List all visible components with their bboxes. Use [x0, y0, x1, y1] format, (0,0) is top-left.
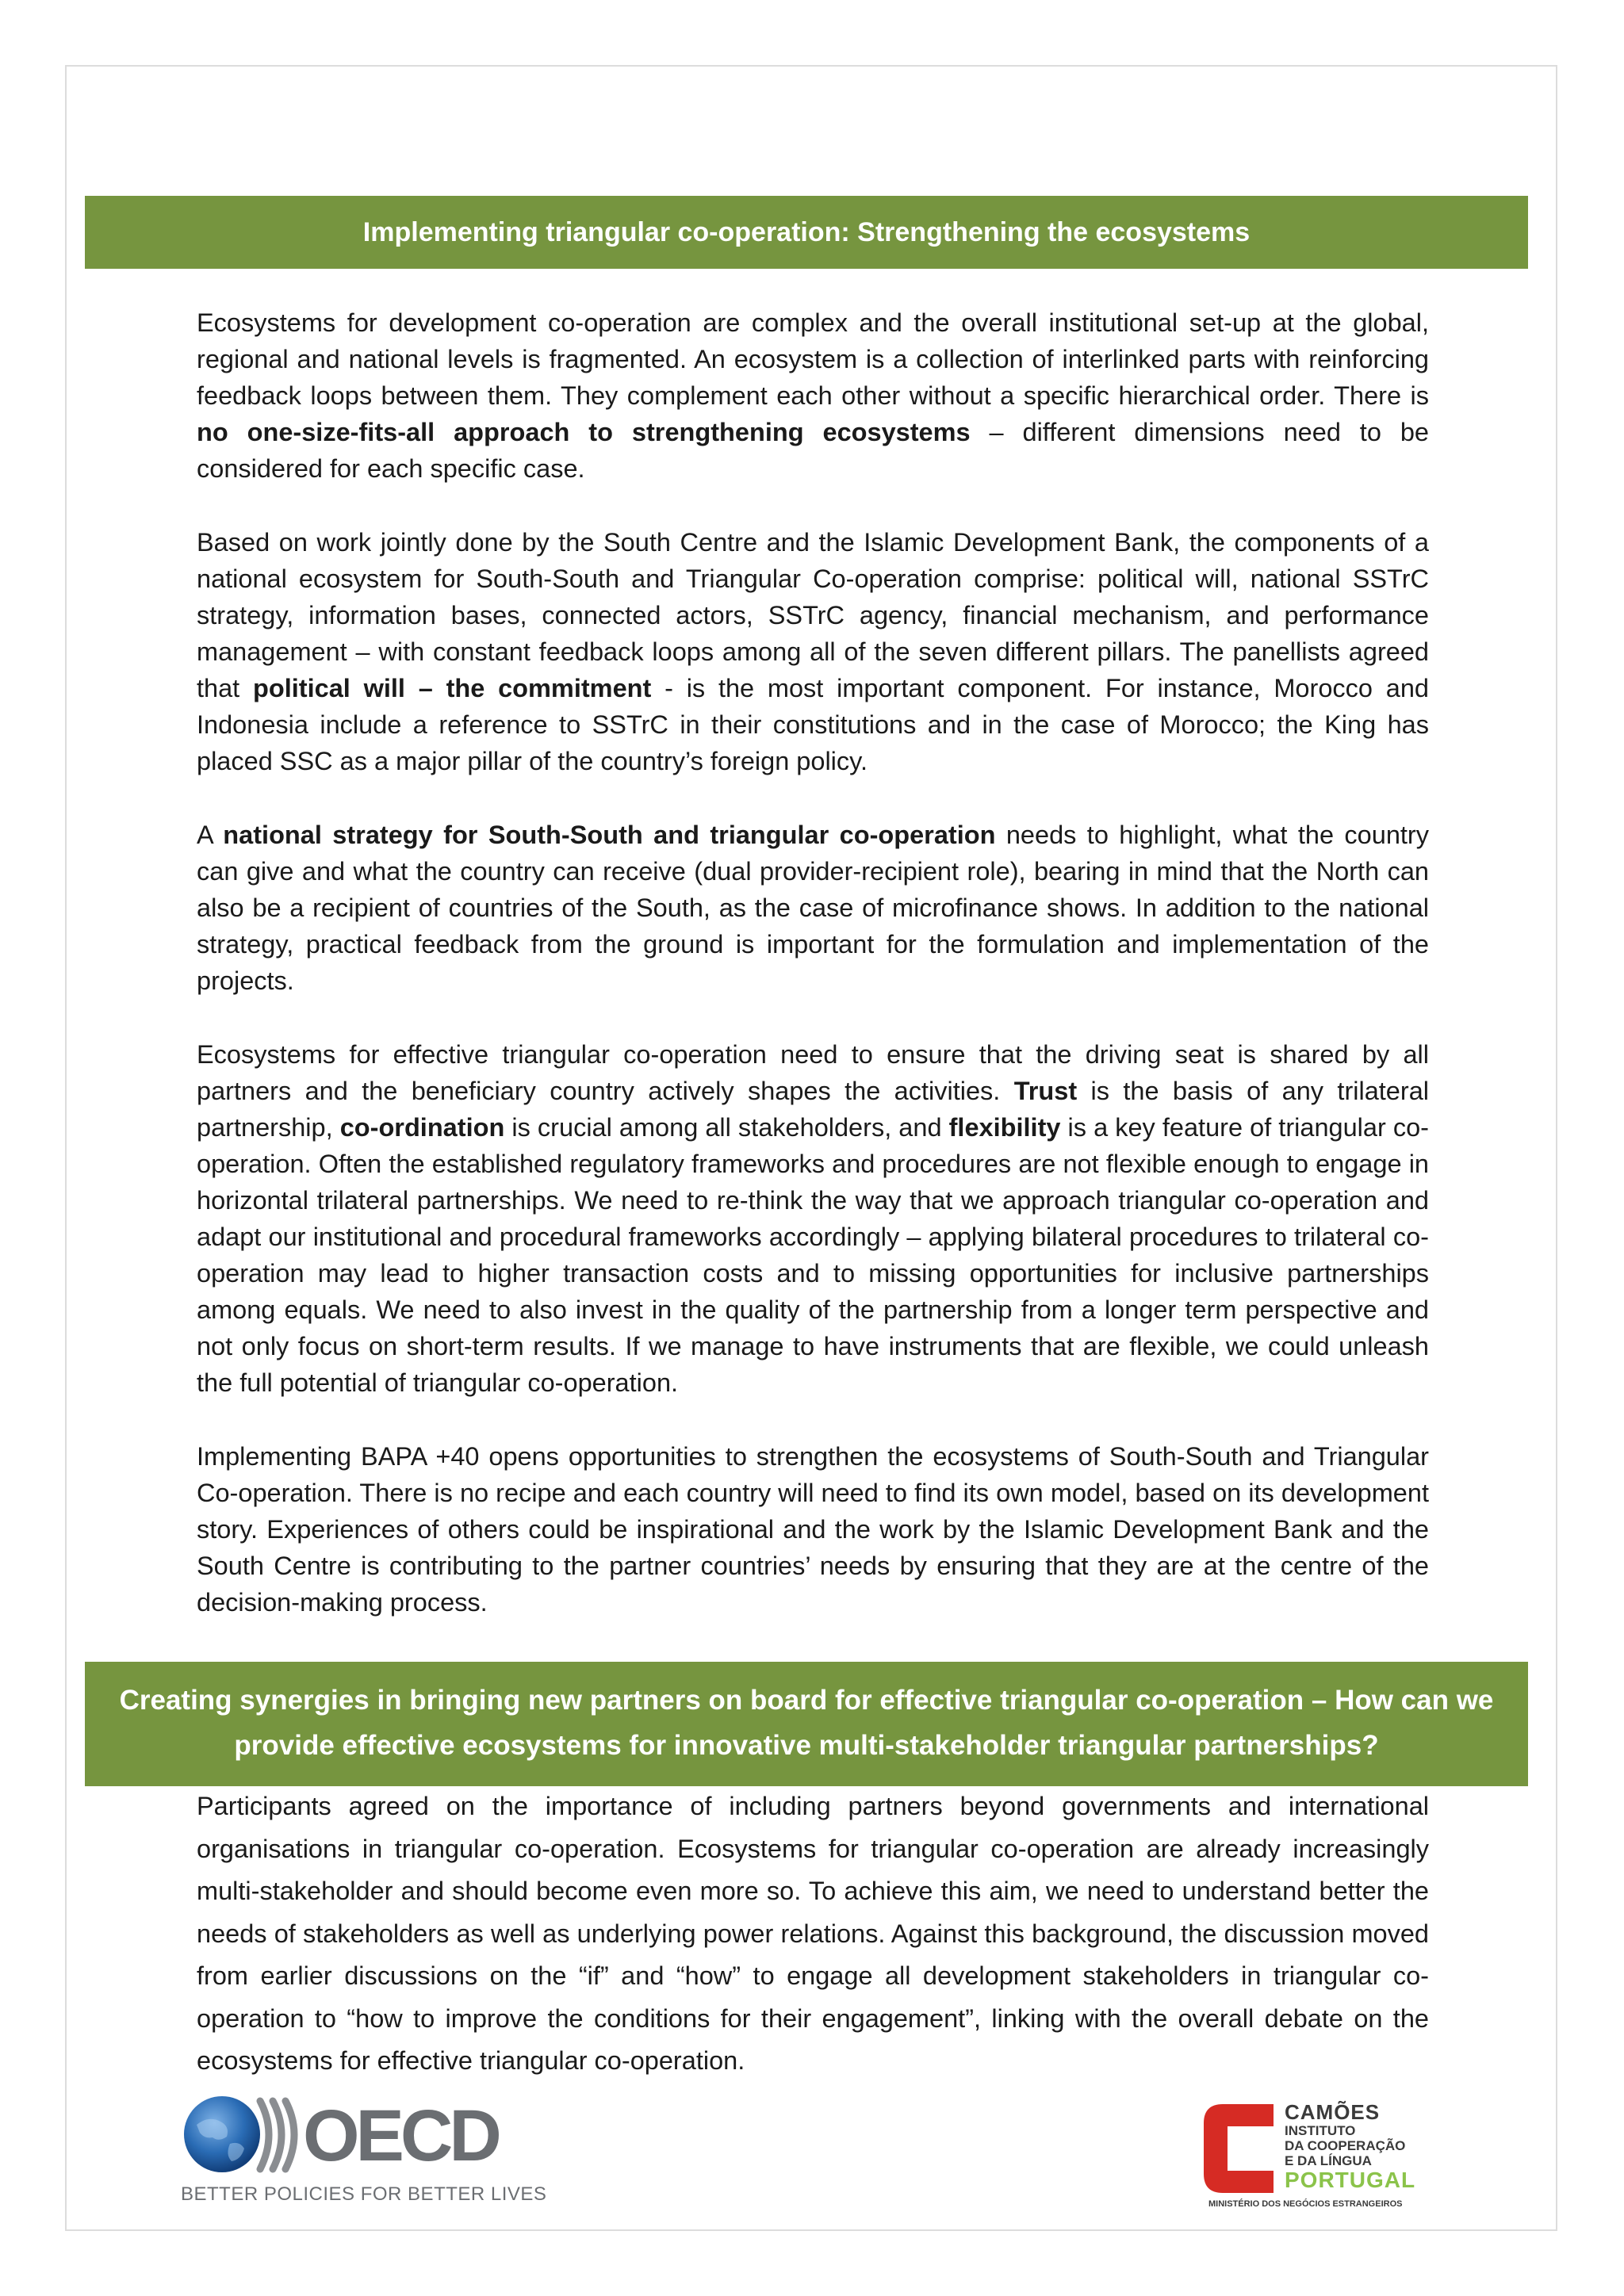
bold-text-run: no one-size-fits-all approach to strengthening ecosystems [197, 418, 971, 446]
bold-text-run: national strategy for South-South and triangular co-operation [223, 821, 996, 849]
camoes-ministry: MINISTÉRIO DOS NEGÓCIOS ESTRANGEIROS [1208, 2199, 1403, 2209]
section-banner-ecosystems: Implementing triangular co-operation: Strengthening the ecosystems [85, 196, 1528, 269]
text-run: Ecosystems for development co-operation are complex and the overall institutional set-up at the global, regional and national levels is fragmented. An ecosystem is a collection of interlinked parts with reinforcing feedback loops between them. They complement each other without a specific hierarchical order. There is [197, 308, 1429, 410]
paragraph-national-ecosystem [197, 524, 1429, 779]
bold-text-run: co-ordination [339, 1113, 505, 1142]
oecd-tagline: BETTER POLICIES FOR BETTER LIVES [181, 2183, 547, 2205]
camoes-c-icon [1199, 2101, 1278, 2196]
camoes-line: E DA LÍNGUA [1285, 2153, 1372, 2168]
camoes-wordmark [1285, 2101, 1415, 2192]
bold-text-run: Trust [1013, 1077, 1078, 1105]
paragraph-national-strategy [197, 817, 1429, 999]
text-run: Ecosystems for effective triangular co-operation need to ensure that the driving seat is shared by all partners and the beneficiary country actively shapes the activities. [197, 1040, 1429, 1105]
text-run: - is the most important component. For instance, Morocco and Indonesia include a reference to SSTrC in their constitutions and in the case of Morocco; the King has placed SSC as a major pillar of the country’s foreign policy. [197, 674, 1429, 775]
bold-text-run: flexibility [948, 1113, 1061, 1142]
oecd-globe-icon [181, 2093, 308, 2180]
bold-text-run: political will – the commitment [253, 674, 652, 702]
camoes-name: CAMÕES [1285, 2100, 1381, 2124]
text-run: is crucial among all stakeholders, and [504, 1113, 949, 1142]
camoes-line: INSTITUTO [1285, 2123, 1356, 2138]
text-run: – different dimensions need to be considered for each specific case. [197, 418, 1429, 483]
text-run: needs to highlight, what the country can give and what the country can receive (dual provider-recipient role), bearing in mind that the North can also be a recipient of countries of the South, as the case of microfinance shows. In addition to the national strategy, practical feedback from the ground is important for the formulation and implementation of the projects. [197, 821, 1429, 995]
paragraph-ecosystems-intro [197, 304, 1429, 487]
text-run: is a key feature of triangular co-operation. Often the established regulatory frameworks and procedures are not flexible enough to engage in horizontal trilateral partnerships. We need to re-think the way that we approach triangular co-operation and adapt our institutional and procedural frameworks accordingly – applying bilateral procedures to trilateral co-operation may lead to higher transaction costs and to missing opportunities for inclusive partnerships among equals. We need to also invest in the quality of the partnership from a longer term perspective and not only focus on short-term results. If we manage to have instruments that are flexible, we could unleash the full potential of triangular co-operation. [197, 1113, 1429, 1397]
camoes-logo [1199, 2100, 1434, 2209]
section-banner-synergies: Creating synergies in bringing new partners on board for effective triangular co-operation – How can we provide effective ecosystems for innovative multi-stakeholder triangular partnerships? [85, 1662, 1528, 1786]
paragraph-effective-ecosystems [197, 1036, 1429, 1401]
paragraph-bapa40: Implementing BAPA +40 opens opportunities to strengthen the ecosystems of South-South and Triangular Co-operation. There is no recipe and each country will need to find its own model, based on its development story. Experiences of others could be inspirational and the work by the Islamic Development Bank and the South Centre is contributing to the partner countries’ needs by ensuring that they are at the centre of the decision-making process. [197, 1442, 1429, 1617]
text-run: is the basis of any trilateral partnership, [197, 1077, 1430, 1142]
text-run: Based on work jointly done by the South Centre and the Islamic Development Bank, the components of a national ecosystem for South-South and Triangular Co-operation comprise: political will, national SSTrC strategy, information bases, connected actors, SSTrC agency, financial mechanism, and performance management – with constant feedback loops among all of the seven different pillars. The panellists agreed that [197, 528, 1429, 702]
camoes-line: DA COOPERAÇÃO [1285, 2138, 1406, 2153]
paragraph-multi-stakeholder: Participants agreed on the importance of including partners beyond governments and international organisations in triangular co-operation. Ecosystems for triangular co-operation are already increasingly multi-stakeholder and should become even more so. To achieve this aim, we need to understand better the needs of stakeholders as well as underlying power relations. Against this background, the discussion moved from earlier discussions on the “if” and “how” to engage all development stakeholders in triangular co-operation to “how to improve the conditions for their engagement”, linking with the overall debate on the ecosystems for effective triangular co-operation. [197, 1792, 1429, 2075]
text-run: A [197, 821, 224, 849]
camoes-country: PORTUGAL [1285, 2168, 1416, 2192]
oecd-wordmark: OECD [303, 2095, 498, 2176]
